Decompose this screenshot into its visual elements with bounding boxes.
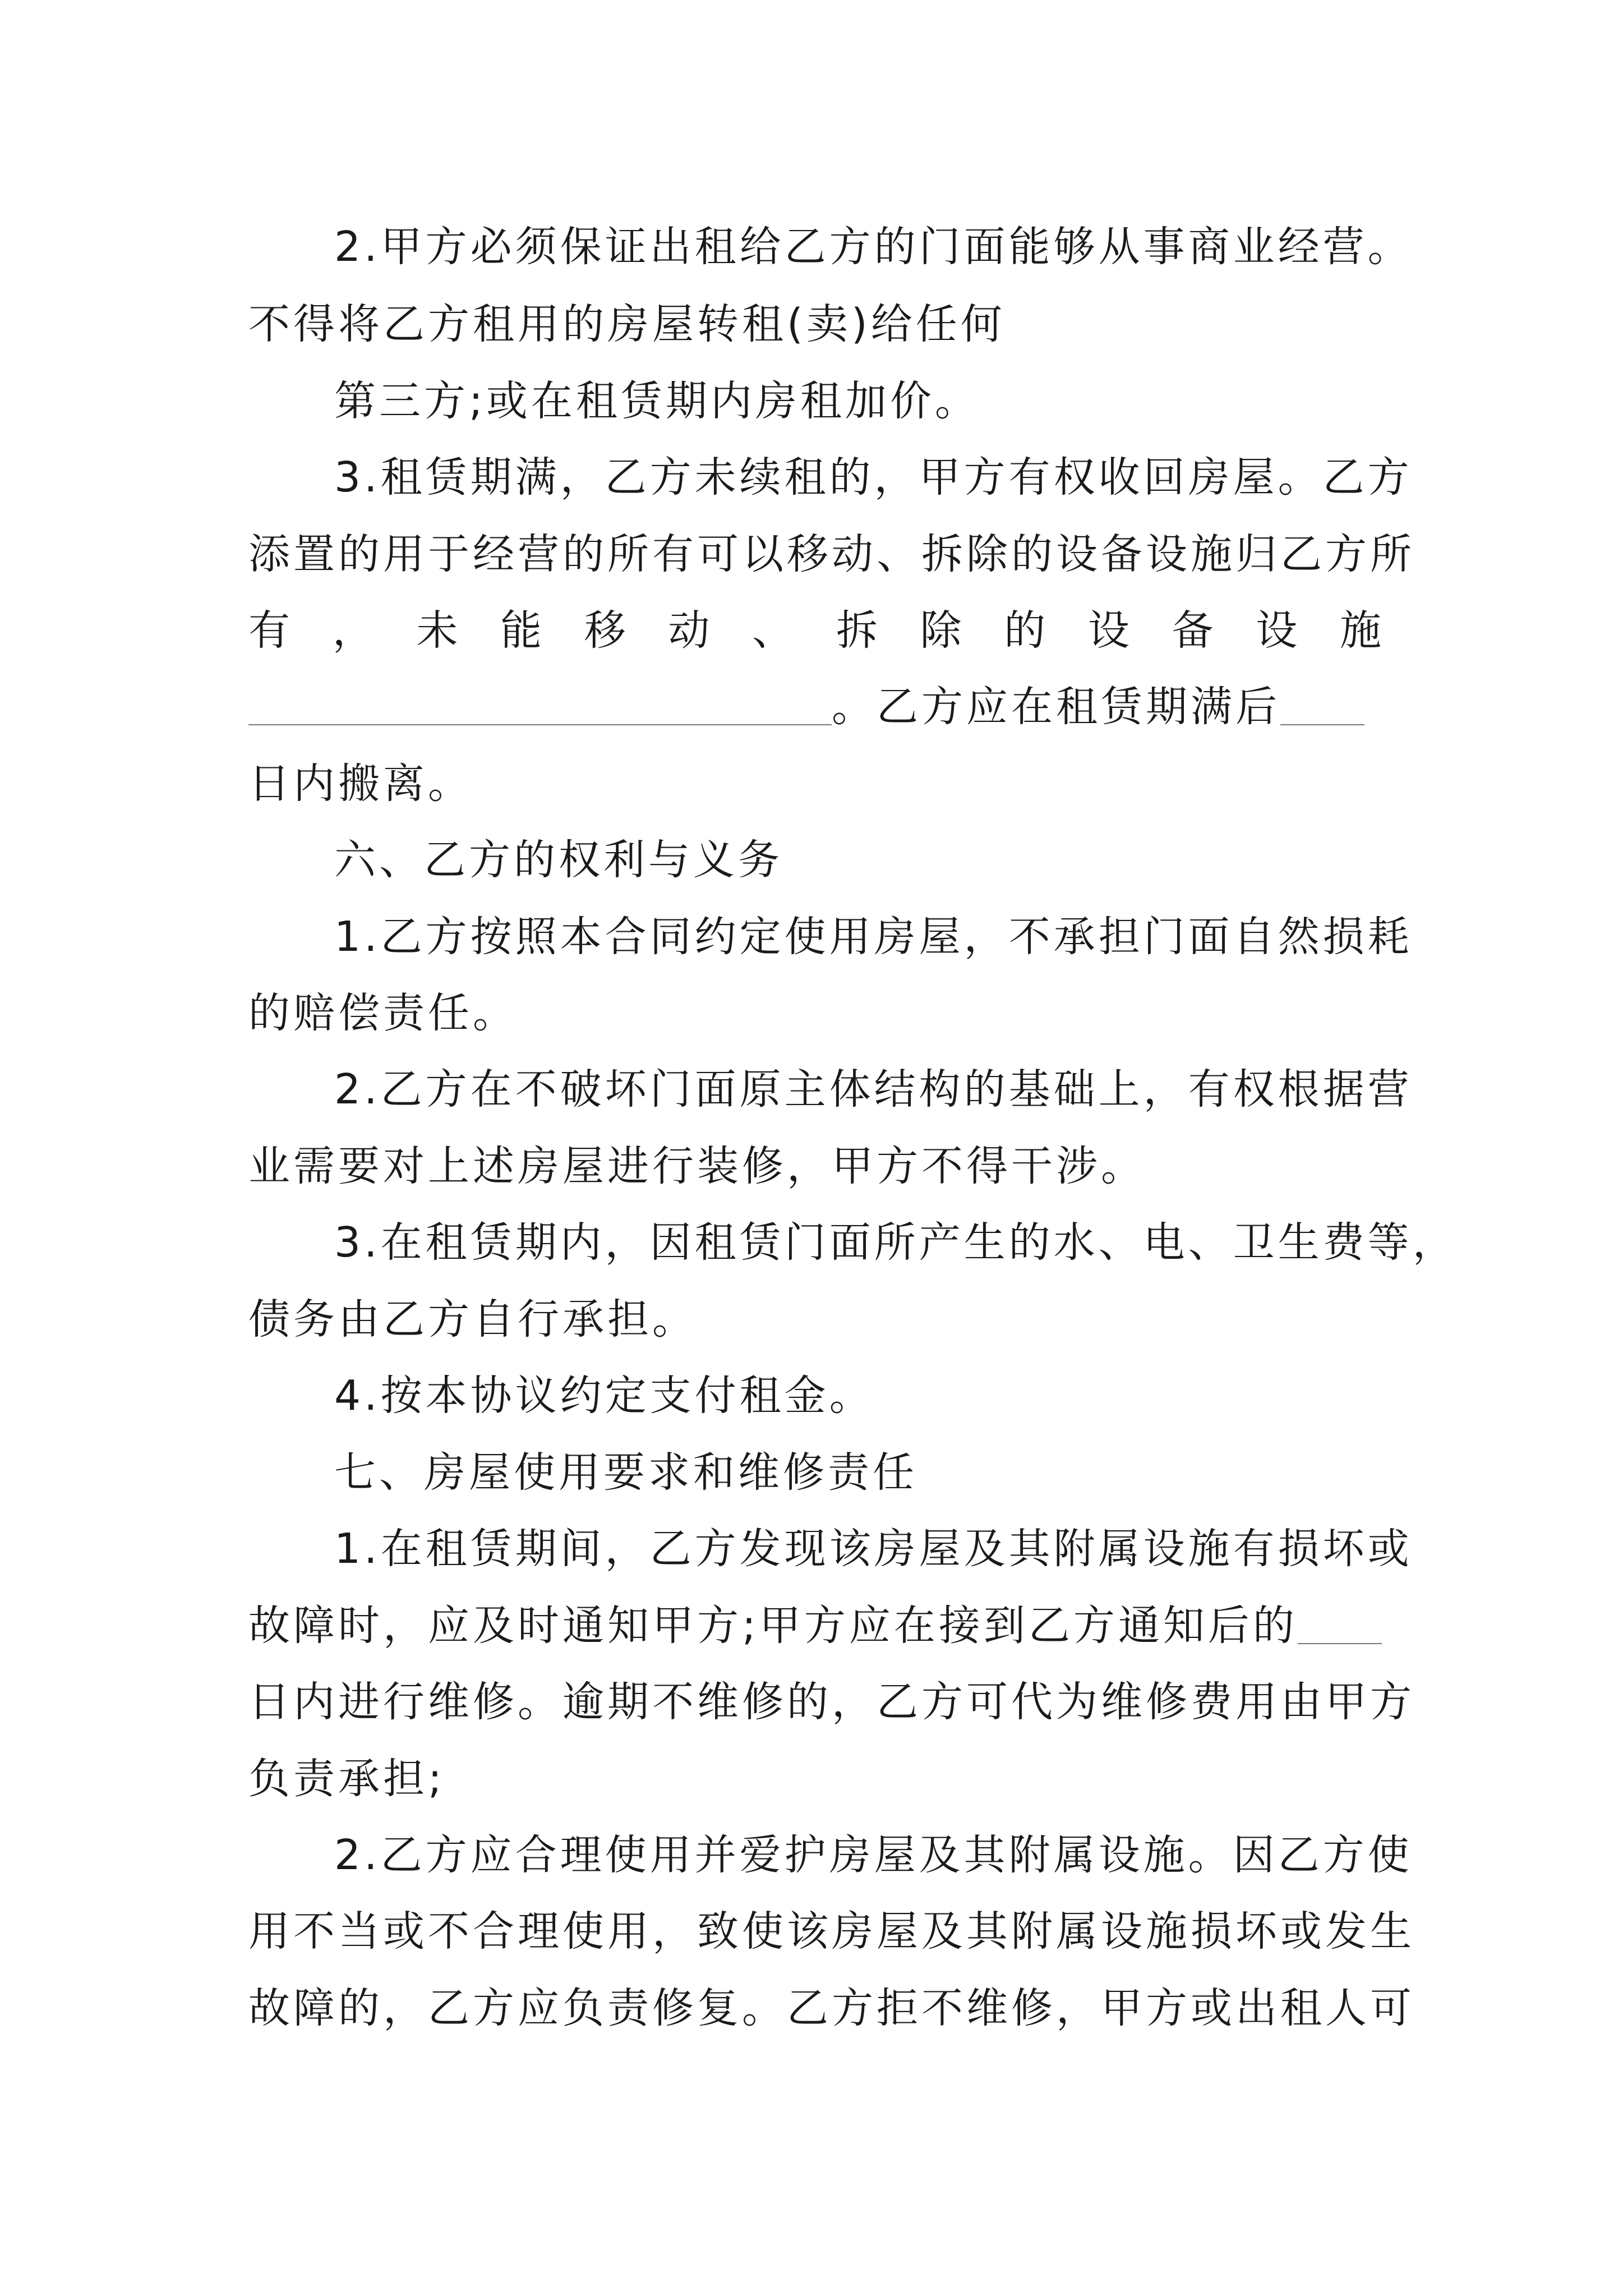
justified-char: 拆 [836,606,878,655]
justified-char: 、 [752,606,794,655]
paragraph-line: 3.租赁期满，乙方未续租的，甲方有权收回房屋。乙方 [334,453,1413,501]
paragraph-line-with-blank [248,1586,1381,1665]
paragraph-line-with-blanks [248,668,1381,746]
section-heading: 七、房屋使用要求和维修责任 [334,1448,917,1497]
paragraph-line: 第三方;或在租赁期内房租加价。 [334,377,980,425]
justified-char: 的 [1004,606,1046,655]
justified-char: 设 [1256,606,1298,655]
blank-line-text: 故障时，应及时通知甲方;甲方应在接到乙方通知后的 [248,1602,1298,1650]
fill-in-blank [1298,1642,1382,1644]
justified-char: 有 [248,606,290,655]
paragraph-line: 2.乙方应合理使用并爱护房屋及其附属设施。因乙方使 [334,1831,1413,1879]
paragraph-line: 1.在租赁期间，乙方发现该房屋及其附属设施有损坏或 [334,1525,1413,1573]
blank-line-text: 。乙方应在租赁期满后 [832,683,1280,731]
paragraph-line: 1.乙方按照本合同约定使用房屋，不承担门面自然损耗 [334,913,1413,961]
paragraph-line: 用不当或不合理使用，致使该房屋及其附属设施损坏或发生 [248,1907,1415,1955]
justified-char: 能 [500,606,542,655]
justified-char: 未 [416,606,458,655]
paragraph-line: 故障的，乙方应负责修复。乙方拒不维修，甲方或出租人可 [248,1984,1415,2032]
justified-char: 动 [668,606,710,655]
paragraph-line: 日内搬离。 [248,760,473,808]
paragraph-line: 的赔偿责任。 [248,989,518,1037]
justified-char: 移 [584,606,626,655]
paragraph-line: 负责承担; [248,1755,445,1803]
fill-in-blank [1280,724,1364,725]
paragraph-line: 2.甲方必须保证出租给乙方的门面能够从事商业经营。 [334,223,1413,271]
fill-in-blank [248,724,832,725]
paragraph-line: 添置的用于经营的所有可以移动、拆除的设备设施归乙方所 [248,530,1415,578]
justified-char: 施 [1339,606,1381,655]
paragraph-line: 债务由乙方自行承担。 [248,1295,697,1343]
section-heading: 六、乙方的权利与义务 [334,836,783,884]
paragraph-line: 不得将乙方租用的房屋转租(卖)给任何 [248,300,1006,348]
justified-char: 设 [1087,606,1129,655]
paragraph-line: 2.乙方在不破坏门面原主体结构的基础上，有权根据营 [334,1065,1413,1114]
paragraph-line: 日内进行维修。逾期不维修的，乙方可代为维修费用由甲方 [248,1678,1415,1726]
justified-char: ， [332,606,374,655]
paragraph-line: 业需要对上述房屋进行装修，甲方不得干涉。 [248,1142,1146,1190]
paragraph-line: 4.按本协议约定支付租金。 [334,1372,874,1420]
justified-line [248,591,1381,670]
justified-char: 除 [920,606,962,655]
paragraph-line: 3.在租赁期内，因租赁门面所产生的水、电、卫生费等， [334,1218,1458,1267]
justified-char: 备 [1172,606,1214,655]
